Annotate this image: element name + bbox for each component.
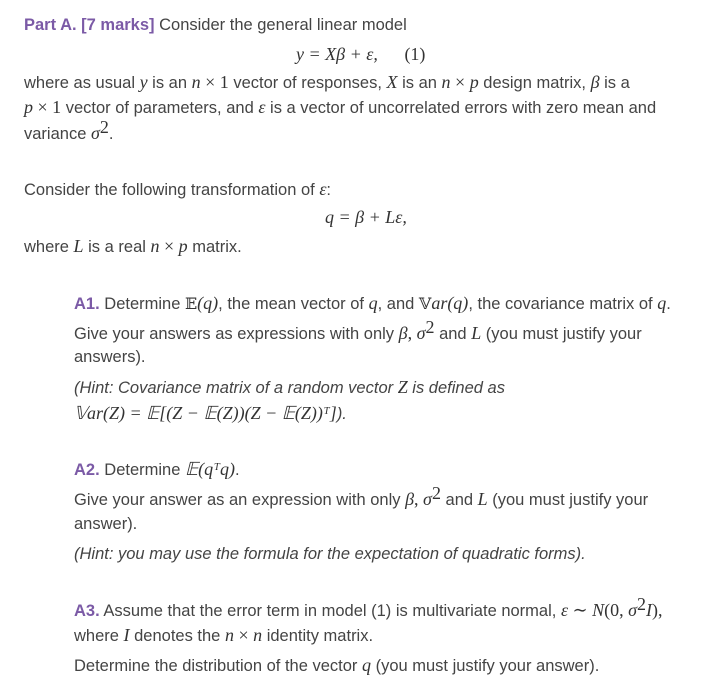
a3-line-3: Determine the distribution of the vector q (you must justify your answer). (74, 655, 600, 675)
intro-line-1: where as usual y is an n × 1 vector of responses, X is an n × p design matrix, β is a (24, 72, 630, 92)
a2-hint: (Hint: you may use the formula for the expectation of quadratic forms). (74, 545, 586, 563)
a3-line-2: where I denotes the n × n identity matrix. (74, 625, 374, 645)
question-a3: A3. Assume that the error term in model (1) is multivariate normal, ε ∼ N(0, $\sigma^2I$), (74, 594, 663, 620)
a2-line-2: Give your answer as an expression with only β, $\sigma^2$ and L (you must justify your (74, 483, 649, 509)
a1-hint-formula: 𝕍ar(Z) = 𝔼[(Z − 𝔼(Z))(Z − 𝔼(Z))ᵀ]). (74, 403, 347, 423)
part-a-label: Part A. [7 marks] (24, 16, 155, 34)
a1-hint-line-1: (Hint: Covariance matrix of a random vector Z is defined as (74, 377, 505, 397)
intro-line-3: variance $\sigma^2$. (24, 117, 114, 143)
intro-line-2: p × 1 vector of parameters, and ε is a vector of uncorrelated errors with zero mean and (24, 97, 657, 117)
transform-where: where L is a real n × p matrix. (24, 236, 242, 256)
part-a-heading: Part A. [7 marks] Consider the general linear model (24, 16, 407, 34)
a1-line-2: Give your answers as expressions with only β, $\sigma^2$ and L (you must justify your (74, 317, 642, 343)
transform-intro: Consider the following transformation of ε: (24, 179, 332, 199)
transform-equation: q = β + Lε, (325, 207, 407, 227)
a1-line-3: answers). (74, 348, 146, 366)
question-a1: A1. Determine 𝔼(q), the mean vector of q, and 𝕍ar(q), the covariance matrix of q. (74, 293, 671, 313)
question-a2: A2. Determine 𝔼(qᵀq). (74, 459, 240, 479)
equation-1: y = Xβ + ε, (1) (296, 44, 426, 64)
a2-line-3: answer). (74, 515, 138, 533)
